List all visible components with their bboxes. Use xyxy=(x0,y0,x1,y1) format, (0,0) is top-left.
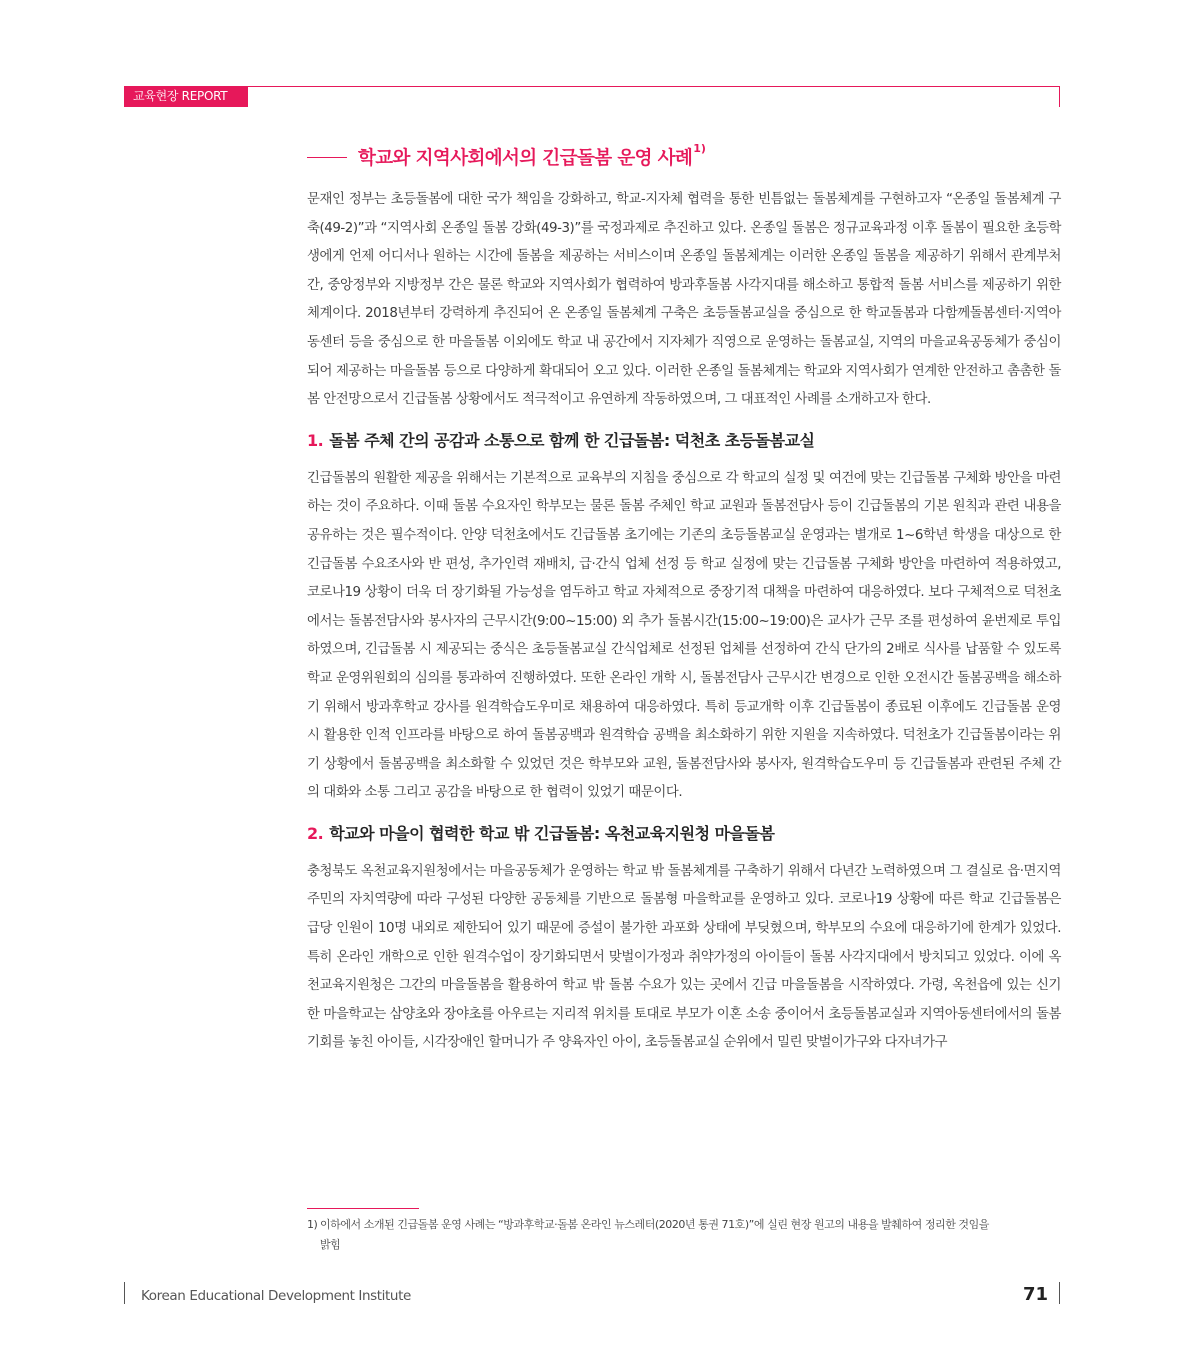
footnote-line-1 xyxy=(307,1215,1061,1235)
section-1-heading-text: 돌봄 주체 간의 공감과 소통으로 함께 한 긴급돌봄: 덕천초 초등돌봄교실 xyxy=(329,430,815,450)
article-title xyxy=(307,142,1061,172)
section-1-paragraph: 긴급돌봄의 원활한 제공을 위해서는 기본적으로 교육부의 지침을 중심으로 각 학교의 실정 및 여건에 맞는 긴급돌봄 구체화 방안을 마련하는 것이 주요하다. 이때 돌봄 수요자인 학부모는 물론 돌봄 주체인 학교 교원과 돌봄전담사 등이 긴급돌봄의 기본 원칙과 관련 내용을 공유하는 것은 필수적이다. 안양 덕천초에서도 긴급돌봄 초기에는 기존의 초등돌봄교실 운영과는 별개로 1~6학년 학생을 대상으로 한 긴급돌봄 수요조사와 반 편성, 추가인력 재배치, 급·간식 업체 선정 등 학교 실정에 맞는 긴급돌봄 구체화 방안을 마련하여 적용하였고, 코로나19 상황이 더욱 더 장기화될 가능성을 염두하고 학교 자체적으로 중장기적 대책을 마련하여 대응하였다. 보다 구체적으로 덕천초에서는 돌봄전담사와 봉사자의 근무시간(9:00~15:00) 외 추가 돌봄시간(15:00~19:00)은 교사가 근무 조를 편성하여 윤번제로 투입하였으며, 긴급돌봄 시 제공되는 중식은 초등돌봄교실 간식업체로 선정된 업체를 선정하여 간식 단가의 2배로 식사를 납품할 수 있도록 학교 운영위원회의 심의를 통과하여 진행하였다. 또한 온라인 개학 시, 돌봄전담사 근무시간 변경으로 인한 오전시간 돌봄공백을 해소하기 위해서 방과후학교 강사를 원격학습도우미로 채용하여 대응하였다. 특히 등교개학 이후 긴급돌봄이 종료된 이후에도 긴급돌봄 운영 시 활용한 인적 인프라를 바탕으로 하여 돌봄공백과 원격학습 공백을 최소화하기 위한 지원을 지속하였다. 덕천초가 긴급돌봄이라는 위기 상황에서 돌봄공백을 최소화할 수 있었던 것은 학부모와 교원, 돌봄전담사와 봉사자, 원격학습도우미 등 긴급돌봄과 관련된 주체 간의 대화와 소통 그리고 공감을 바탕으로 한 협력이 있었기 때문이다. xyxy=(307,470,1061,801)
footer-right-rule xyxy=(1059,1282,1060,1304)
section-2-number: 2. xyxy=(307,823,324,843)
section-tag: 교육현장 REPORT xyxy=(124,86,248,107)
article xyxy=(307,142,1061,1058)
header-rule-end xyxy=(1059,86,1060,107)
title-dash-line xyxy=(307,157,347,158)
section-2-heading xyxy=(307,820,1061,848)
footnote xyxy=(307,1215,1061,1255)
section-1-number: 1. xyxy=(307,430,324,450)
section-2-paragraph: 충청북도 옥천교육지원청에서는 마을공동체가 운영하는 학교 밖 돌봄체계를 구축하기 위해서 다년간 노력하였으며 그 결실로 읍·면지역 주민의 자치역량에 따라 구성된 다양한 공동체를 기반으로 돌봄형 마을학교를 운영하고 있다. 코로나19 상황에 따른 학교 긴급돌봄은 급당 인원이 10명 내외로 제한되어 있기 때문에 증설이 불가한 과포화 상태에 부딪혔으며, 학부모의 수요에 대응하기에 한계가 있었다. 특히 온라인 개학으로 인한 원격수업이 장기화되면서 맞벌이가정과 취약가정의 아이들이 돌봄 사각지대에서 방치되고 있었다. 이에 옥천교육지원청은 그간의 마을돌봄을 활용하여 학교 밖 돌봄 수요가 있는 곳에서 긴급 마을돌봄을 시작하였다. 가령, 옥천읍에 있는 신기한 마을학교는 삼양초와 장야초를 아우르는 지리적 위치를 토대로 부모가 이혼 소송 중이어서 초등돌봄교실과 지역아동센터에서의 돌봄 기회를 놓친 아이들, 시각장애인 할머니가 주 양육자인 아이, 초등돌봄교실 순위에서 밀린 맞벌이가구와 다자녀가구 xyxy=(307,863,1061,1051)
article-title-text: 학교와 지역사회에서의 긴급돌봄 운영 사례 xyxy=(358,148,693,169)
footer-institute: Korean Educational Development Institute xyxy=(141,1288,411,1304)
section-2-heading-text: 학교와 마을이 협력한 학교 밖 긴급돌봄: 옥천교육지원청 마을돌봄 xyxy=(329,823,775,843)
footnote-rule xyxy=(307,1208,419,1209)
footnote-line-2: 밝힘 xyxy=(320,1238,341,1251)
footnote-text: 이하에서 소개된 긴급돌봄 운영 사례는 “방과후학교·돌봄 온라인 뉴스레터(2020년 통권 71호)”에 실린 현장 원고의 내용을 발췌하여 정리한 것임을 xyxy=(320,1218,989,1231)
footnote-mark: 1) xyxy=(307,1218,318,1231)
title-footnote-mark[interactable]: 1) xyxy=(693,141,706,155)
page-number: 71 xyxy=(1022,1284,1048,1305)
header-rule xyxy=(248,86,1060,87)
section-1-heading xyxy=(307,427,1061,455)
footer-left-rule xyxy=(124,1282,125,1304)
intro-paragraph: 문재인 정부는 초등돌봄에 대한 국가 책임을 강화하고, 학교-지자체 협력을 통한 빈틈없는 돌봄체계를 구현하고자 “온종일 돌봄체계 구축(49-2)”과 “지역사회 온종일 돌봄 강화(49-3)”를 국정과제로 추진하고 있다. 온종일 돌봄은 정규교육과정 이후 돌봄이 필요한 초등학생에게 언제 어디서나 원하는 시간에 돌봄을 제공하는 서비스이며 온종일 돌봄체계는 이러한 온종일 돌봄을 제공하기 위해서 관계부처 간, 중앙정부와 지방정부 간은 물론 학교와 지역사회가 협력하여 방과후돌봄 사각지대를 해소하고 통합적 돌봄 서비스를 제공하기 위한 체계이다. 2018년부터 강력하게 추진되어 온 온종일 돌봄체계 구축은 초등돌봄교실을 중심으로 한 학교돌봄과 다함께돌봄센터·지역아동센터 등을 중심으로 한 마을돌봄 이외에도 학교 내 공간에서 지자체가 직영으로 운영하는 돌봄교실, 지역의 마을교육공동체가 중심이 되어 제공하는 마을돌봄 등으로 다양하게 확대되어 오고 있다. 이러한 온종일 돌봄체계는 학교와 지역사회가 연계한 안전하고 촘촘한 돌봄 안전망으로서 긴급돌봄 상황에서도 적극적이고 유연하게 작동하였으며, 그 대표적인 사례를 소개하고자 한다. xyxy=(307,192,1061,408)
